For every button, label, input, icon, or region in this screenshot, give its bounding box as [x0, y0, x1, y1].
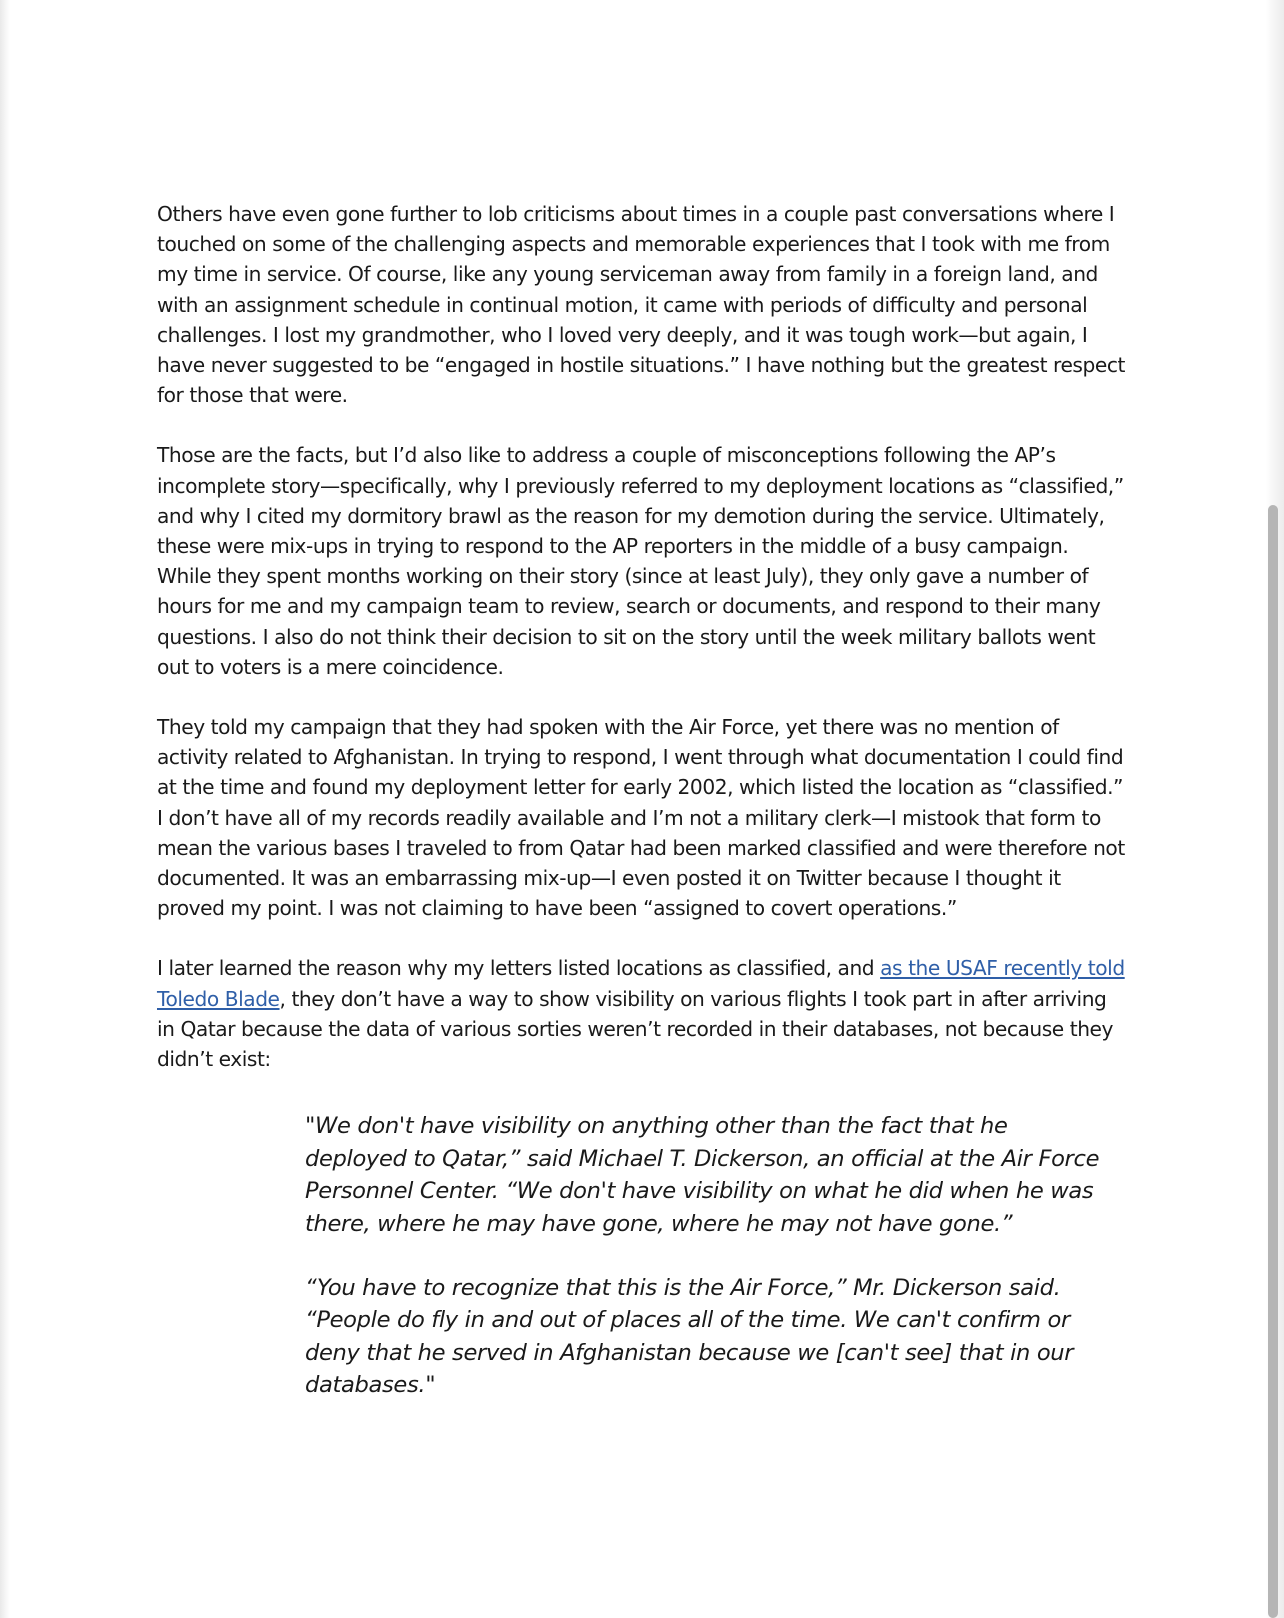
document-page: [157, 199, 1127, 1433]
quote-paragraph-1: "We don't have visibility on anything other than the fact that he deployed to Qatar,” said Michael T. Dickerson, an official at the Air Force Personnel Center. “We don't have visibility on what he did when he was there, where he may have gone, where he may not have gone.”: [305, 1113, 1100, 1238]
paragraph-4-text-before: I later learned the reason why my letters listed locations as classified, and: [157, 956, 881, 981]
paragraph-2: Those are the facts, but I’d also like to address a couple of misconceptions following the AP’s incomplete story—specifically, why I previously referred to my deployment locations as “classified,” and why I cited my dormitory brawl as the reason for my demotion during the service. Ultimately, these were mix-ups in trying to respond to the AP reporters in the middle of a busy campaign. While they spent months working on their story (since at least July), they only gave a number of hours for me and my campaign team to review, search or documents, and respond to their many questions. I also do not think their decision to sit on the story until the week military ballots went out to voters is a mere coincidence.: [157, 443, 1124, 679]
paragraph-1: Others have even gone further to lob criticisms about times in a couple past conversations where I touched on some of the challenging aspects and memorable experiences that I took with me from my time in service. Of course, like any young serviceman away from family in a foreign land, and with an assignment schedule in continual motion, it came with periods of difficulty and personal challenges. I lost my grandmother, who I loved very deeply, and it was tough work—but again, I have never suggested to be “engaged in hostile situations.” I have nothing but the greatest respect for those that were.: [157, 202, 1125, 408]
paragraph-4: [157, 953, 1127, 1074]
paragraph-3: They told my campaign that they had spoken with the Air Force, yet there was no mention of activity related to Afghanistan. In trying to respond, I went through what documentation I could find at the time and found my deployment letter for early 2002, which listed the location as “classified.” I don’t have all of my records readily available and I’m not a military clerk—I mistook that form to mean the various bases I traveled to from Qatar had been marked classified and were therefore not documented. It was an embarrassing mix-up—I even posted it on Twitter because I thought it proved my point. I was not claiming to have been “assigned to covert operations.”: [157, 715, 1125, 921]
paragraph-4-text-after: , they don’t have a way to show visibility on various flights I took part in after arriving in Qatar because the data of various sorties weren’t recorded in their databases, not because they didn’t exist:: [157, 986, 1114, 1072]
page-edge-left: [0, 0, 10, 1618]
usaf-toledo-blade-link[interactable]: as the USAF recently told Toledo Blade: [157, 956, 1125, 1011]
block-quote: [305, 1110, 1115, 1402]
scrollbar-thumb[interactable]: [1268, 505, 1278, 1618]
quote-paragraph-2: “You have to recognize that this is the Air Force,” Mr. Dickerson said. “People do fly in and out of places all of the time. We can't confirm or deny that he served in Afghanistan because we [can't see] that in our databases.": [305, 1274, 1074, 1399]
